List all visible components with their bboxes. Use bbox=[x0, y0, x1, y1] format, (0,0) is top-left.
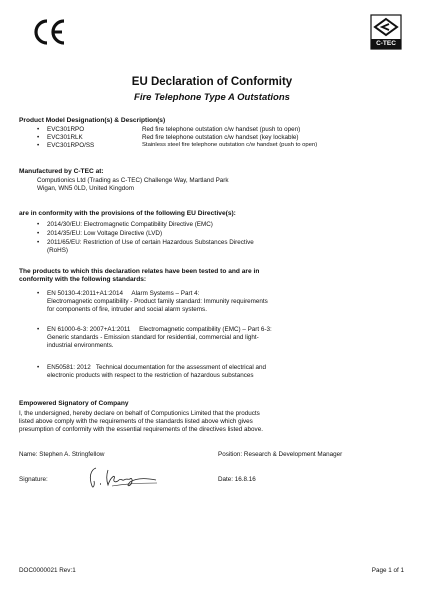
document-title: EU Declaration of Conformity bbox=[131, 76, 293, 88]
page-number: Page 1 of 1 bbox=[371, 567, 404, 574]
signatory-name: Name: Stephen A. Stringfellow bbox=[19, 451, 105, 458]
bullet: • bbox=[37, 239, 40, 246]
product-model: EVC301RPO/SS bbox=[47, 142, 95, 149]
standard-description: electronic products with respect to the restriction of hazardous substances bbox=[47, 372, 254, 379]
directive-item: 2014/30/EU: Electromagnetic Compatibility Directive (EMC) bbox=[47, 221, 213, 228]
bullet: • bbox=[37, 230, 40, 237]
bullet: • bbox=[37, 221, 40, 228]
signatory-position: Position: Research & Development Manager bbox=[218, 451, 343, 458]
declaration-text: I, the undersigned, hereby declare on behalf of Computionics Limited that the products bbox=[19, 410, 260, 417]
standard-title: EN 50130-4:2011+A1:2014 Alarm Systems – Part 4: bbox=[47, 290, 200, 297]
product-model: EVC301RPO bbox=[47, 126, 85, 133]
standards-heading: conformity with the following standards: bbox=[19, 276, 147, 283]
standard-description: for components of fire, intruder and social alarm systems. bbox=[47, 306, 207, 313]
product-description: Stainless steel fire telephone outstation c/w handset (push to open) bbox=[142, 142, 318, 148]
manufacturer-heading: Manufactured by C-TEC at: bbox=[19, 168, 104, 175]
standard-title: EN50581: 2012 Technical documentation for the assessment of electrical and bbox=[47, 364, 267, 371]
bullet: • bbox=[37, 290, 40, 297]
manufacturer-address-line: Computionics Ltd (Trading as C-TEC) Challenge Way, Martland Park bbox=[37, 177, 229, 184]
product-model: EVC301RLK bbox=[47, 134, 83, 141]
directive-item: 2014/35/EU: Low Voltage Directive (LVD) bbox=[47, 230, 163, 237]
bullet: • bbox=[37, 134, 40, 141]
standard-description: Generic standards - Emission standard for residential, commercial and light- bbox=[47, 334, 259, 341]
ce-mark-icon bbox=[32, 18, 66, 46]
directive-item: 2011/65/EU: Restriction of Use of certain Hazardous Substances Directive bbox=[47, 239, 254, 246]
ctec-logo bbox=[370, 14, 402, 50]
signatory-heading: Empowered Signatory of Company bbox=[19, 400, 129, 407]
declaration-text: listed above comply with the requirements of the standards listed above which gives bbox=[19, 418, 253, 425]
standard-title: EN 61000-6-3: 2007+A1:2011 Electromagnetic compatibility (EMC) – Part 6-3: bbox=[47, 326, 272, 333]
bullet: • bbox=[37, 126, 40, 133]
directives-heading: are in conformity with the provisions of the following EU Directive(s): bbox=[19, 210, 236, 217]
product-description: Red fire telephone outstation c/w handset (push to open) bbox=[142, 126, 301, 133]
signature-date: Date: 16.8.16 bbox=[218, 476, 256, 483]
logo-text: C-TEC bbox=[376, 40, 396, 47]
standards-heading: The products to which this declaration relates have been tested to and are in bbox=[19, 268, 260, 275]
document-reference: DOC0000021 Rev:1 bbox=[19, 567, 76, 574]
standard-description: Electromagnetic compatibility - Product family standard: Immunity requirements bbox=[47, 298, 268, 305]
directive-item: (RoHS) bbox=[47, 247, 68, 254]
declaration-text: presumption of conformity with the essential requirements of the directives listed above. bbox=[19, 426, 263, 433]
standard-description: industrial environments. bbox=[47, 342, 114, 349]
bullet: • bbox=[37, 364, 40, 371]
document-subtitle: Fire Telephone Type A Outstations bbox=[134, 92, 290, 103]
products-heading: Product Model Designation(s) & Description(s) bbox=[19, 117, 166, 124]
bullet: • bbox=[37, 142, 40, 149]
signature-label: Signature: bbox=[19, 476, 48, 483]
manufacturer-address-line: Wigan, WN5 0LD, United Kingdom bbox=[37, 185, 134, 192]
handwritten-signature bbox=[86, 464, 160, 490]
product-description: Red fire telephone outstation c/w handset (key lockable) bbox=[142, 134, 299, 141]
bullet: • bbox=[37, 326, 40, 333]
